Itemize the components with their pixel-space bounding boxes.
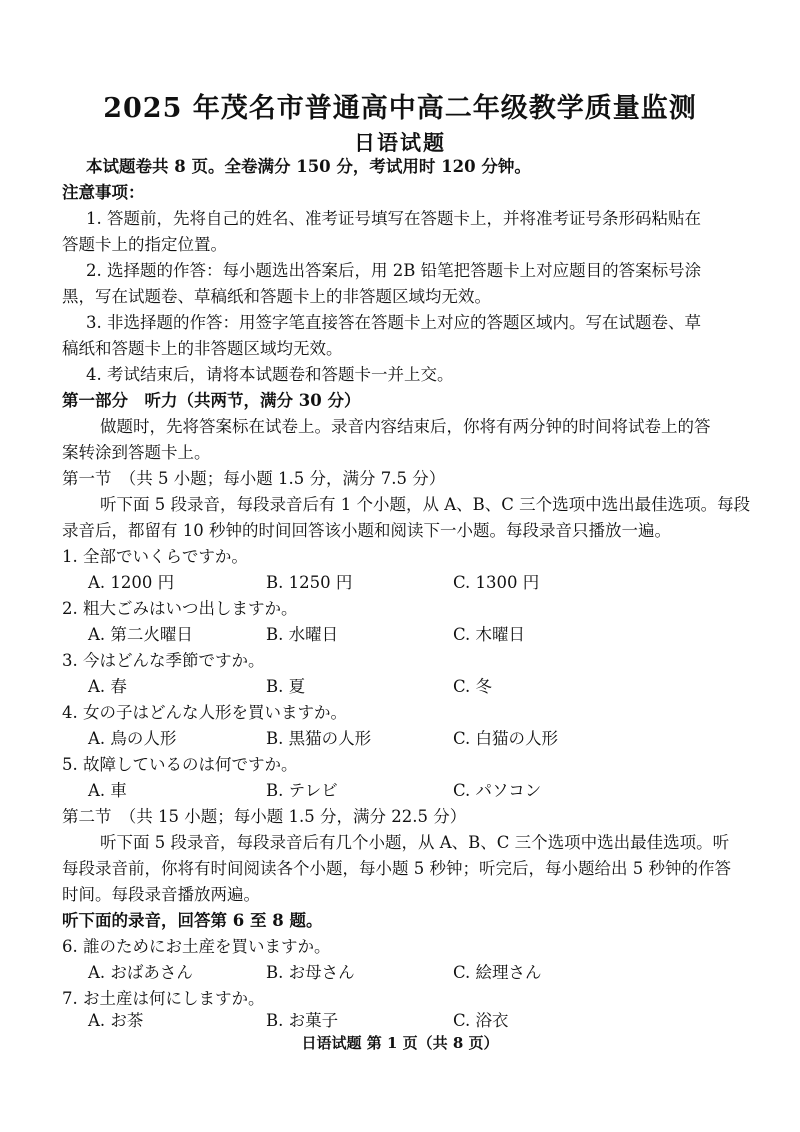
question-3-stem: 3. 今はどんな季節ですか。 xyxy=(62,651,265,670)
note-4: 4. 考试结束后，请将本试题卷和答题卡一并上交。 xyxy=(86,365,454,384)
section1-intro-line-1: 听下面 5 段录音，每段录音后有 1 个小题，从 A、B、C 三个选项中选出最佳选项。每段 xyxy=(100,495,751,514)
question-7-option-a: A. お茶 xyxy=(88,1011,144,1030)
section2-heading: 第二节 （共 15 小题；每小题 1.5 分，满分 22.5 分） xyxy=(62,807,467,826)
exam-title: 2025 年茂名市普通高中高二年级教学质量监测 xyxy=(103,93,697,124)
group-instruction: 听下面的录音，回答第 6 至 8 题。 xyxy=(62,911,323,930)
question-1-option-b: B. 1250 円 xyxy=(266,573,353,592)
note-2-line-1: 2. 选择题的作答：每小题选出答案后，用 2B 铅笔把答题卡上对应题目的答案标号涂 xyxy=(86,261,702,280)
notes-heading: 注意事项： xyxy=(62,183,145,202)
section2-intro-line-2: 每段录音前，你将有时间阅读各个小题，每小题 5 秒钟；听完后，每小题给出 5 秒钟的作答 xyxy=(62,859,731,878)
question-5-option-c: C. パソコン xyxy=(453,781,542,800)
exam-subtitle: 日语试题 xyxy=(354,130,446,155)
question-6-option-a: A. おばあさん xyxy=(88,963,193,982)
section2-intro-line-3: 时间。每段录音播放两遍。 xyxy=(62,885,260,904)
question-1-option-c: C. 1300 円 xyxy=(453,573,540,592)
section1-intro-line-2: 录音后，都留有 10 秒钟的时间回答该小题和阅读下一小题。每段录音只播放一遍。 xyxy=(62,521,671,540)
question-7-option-b: B. お菓子 xyxy=(266,1011,339,1030)
question-6-option-c: C. 絵理さん xyxy=(453,963,542,982)
question-4-option-a: A. 鳥の人形 xyxy=(88,729,177,748)
question-2-option-b: B. 水曜日 xyxy=(266,625,339,644)
question-4-option-b: B. 黒猫の人形 xyxy=(266,729,372,748)
note-1-line-1: 1. 答题前，先将自己的姓名、准考证号填写在答题卡上，并将准考证号条形码粘贴在 xyxy=(86,209,701,228)
part1-intro-line-2: 案转涂到答题卡上。 xyxy=(62,443,211,462)
note-2-line-2: 黑，写在试题卷、草稿纸和答题卡上的非答题区域均无效。 xyxy=(62,287,491,306)
question-3-option-a: A. 春 xyxy=(88,677,127,696)
question-5-option-a: A. 車 xyxy=(88,781,127,800)
question-5-option-b: B. テレビ xyxy=(266,781,338,800)
section2-intro-line-1: 听下面 5 段录音，每段录音后有几个小题，从 A、B、C 三个选项中选出最佳选项。听 xyxy=(100,833,730,852)
question-1-stem: 1. 全部でいくらですか。 xyxy=(62,547,248,566)
question-7-option-c: C. 浴衣 xyxy=(453,1011,509,1030)
question-2-option-a: A. 第二火曜日 xyxy=(88,625,193,644)
part1-intro-line-1: 做题时，先将答案标在试卷上。录音内容结束后，你将有两分钟的时间将试卷上的答 xyxy=(100,417,711,436)
question-3-option-c: C. 冬 xyxy=(453,677,493,696)
page-footer: 日语试题 第 1 页（共 8 页） xyxy=(301,1034,499,1052)
question-1-option-a: A. 1200 円 xyxy=(88,573,175,592)
note-3-line-2: 稿纸和答题卡上的非答题区域均无效。 xyxy=(62,339,343,358)
part1-heading: 第一部分 听力（共两节，满分 30 分） xyxy=(62,391,361,410)
question-7-stem: 7. お土産は何にしますか。 xyxy=(62,989,265,1008)
question-2-option-c: C. 木曜日 xyxy=(453,625,526,644)
question-6-stem: 6. 誰のためにお土産を買いますか。 xyxy=(62,937,331,956)
question-2-stem: 2. 粗大ごみはいつ出しますか。 xyxy=(62,599,298,618)
note-3-line-1: 3. 非选择题的作答：用签字笔直接答在答题卡上对应的答题区域内。写在试题卷、草 xyxy=(86,313,701,332)
exam-info: 本试题卷共 8 页。全卷满分 150 分，考试用时 120 分钟。 xyxy=(86,157,531,176)
question-6-option-b: B. お母さん xyxy=(266,963,355,982)
note-1-line-2: 答题卡上的指定位置。 xyxy=(62,235,227,254)
question-4-stem: 4. 女の子はどんな人形を買いますか。 xyxy=(62,703,347,722)
question-4-option-c: C. 白猫の人形 xyxy=(453,729,559,748)
question-5-stem: 5. 故障しているのは何ですか。 xyxy=(62,755,298,774)
section1-heading: 第一节 （共 5 小题；每小题 1.5 分，满分 7.5 分） xyxy=(62,469,446,488)
question-3-option-b: B. 夏 xyxy=(266,677,306,696)
